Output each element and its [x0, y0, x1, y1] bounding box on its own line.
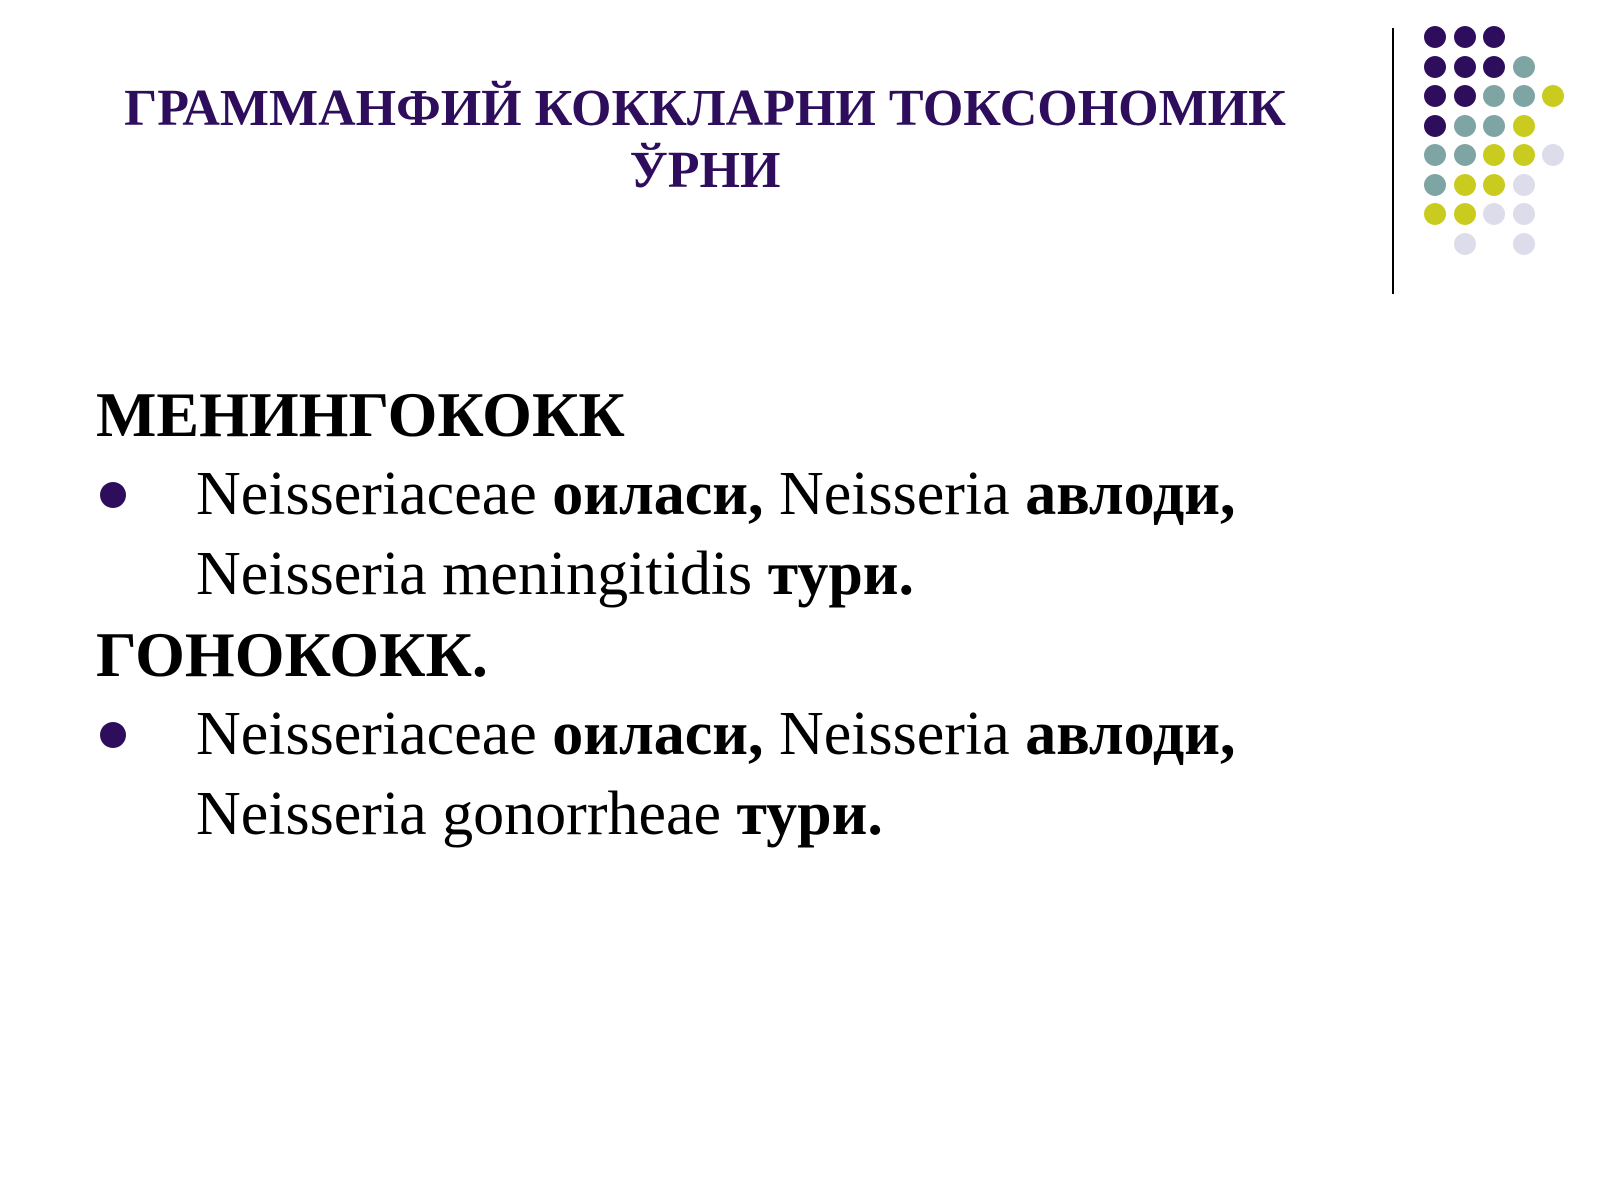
decorative-dot — [1454, 233, 1476, 255]
bullet-item-meningococcus — [96, 454, 1376, 614]
bullet-dot — [100, 482, 126, 508]
species-name: Neisseria gonorrheae — [196, 780, 722, 848]
decorative-dot — [1483, 26, 1505, 48]
decorative-dot — [1483, 174, 1505, 196]
decorative-dot — [1454, 203, 1476, 225]
decorative-dot — [1424, 85, 1446, 107]
decorative-dot — [1513, 203, 1535, 225]
decorative-dot — [1542, 85, 1564, 107]
decorative-dot — [1424, 115, 1446, 137]
decorative-dot — [1483, 56, 1505, 78]
slide-content — [96, 378, 1376, 858]
decorative-dot — [1513, 115, 1535, 137]
decorative-dot — [1424, 144, 1446, 166]
genus-name: Neisseria — [779, 700, 1010, 768]
decorative-dot — [1483, 203, 1505, 225]
decorative-dot-grid — [1424, 26, 1584, 266]
decorative-dot — [1454, 174, 1476, 196]
decorative-dot — [1454, 85, 1476, 107]
species-word: тури. — [767, 540, 915, 608]
species-word: тури. — [736, 780, 883, 848]
decorative-dot — [1542, 144, 1564, 166]
species-name: Neisseria meningitidis — [196, 540, 753, 608]
section-heading-gonococcus: ГОНОКОКК. — [96, 619, 488, 690]
decorative-dot — [1483, 144, 1505, 166]
section-heading-meningococcus: МЕНИНГОКОКК — [96, 379, 625, 450]
decorative-dot — [1513, 174, 1535, 196]
decorative-dot — [1483, 85, 1505, 107]
decorative-dot — [1454, 56, 1476, 78]
family-word: оиласи, — [552, 700, 764, 768]
slide-title-line-1: ГРАММАНФИЙ КОККЛАРНИ ТОКСОНОМИК — [124, 80, 1286, 137]
bullet-dot — [100, 722, 126, 748]
decorative-dot — [1454, 26, 1476, 48]
genus-word: авлоди, — [1025, 460, 1236, 528]
decorative-dot — [1513, 233, 1535, 255]
decorative-dot — [1424, 56, 1446, 78]
decorative-dot — [1424, 26, 1446, 48]
decorative-dot — [1483, 115, 1505, 137]
decorative-dot — [1513, 85, 1535, 107]
slide-title — [90, 78, 1320, 202]
title-divider-line — [1392, 28, 1394, 294]
decorative-dot — [1454, 144, 1476, 166]
genus-name: Neisseria — [779, 460, 1010, 528]
decorative-dot — [1424, 203, 1446, 225]
bullet-item-gonococcus — [96, 694, 1376, 854]
decorative-dot — [1454, 115, 1476, 137]
genus-word: авлоди, — [1025, 700, 1236, 768]
decorative-dot — [1424, 174, 1446, 196]
family-name: Neisseriaceae — [196, 460, 537, 528]
decorative-dot — [1513, 56, 1535, 78]
slide-title-line-2: ЎРНИ — [629, 142, 781, 199]
family-word: оиласи, — [552, 460, 764, 528]
decorative-dot — [1513, 144, 1535, 166]
family-name: Neisseriaceae — [196, 700, 537, 768]
